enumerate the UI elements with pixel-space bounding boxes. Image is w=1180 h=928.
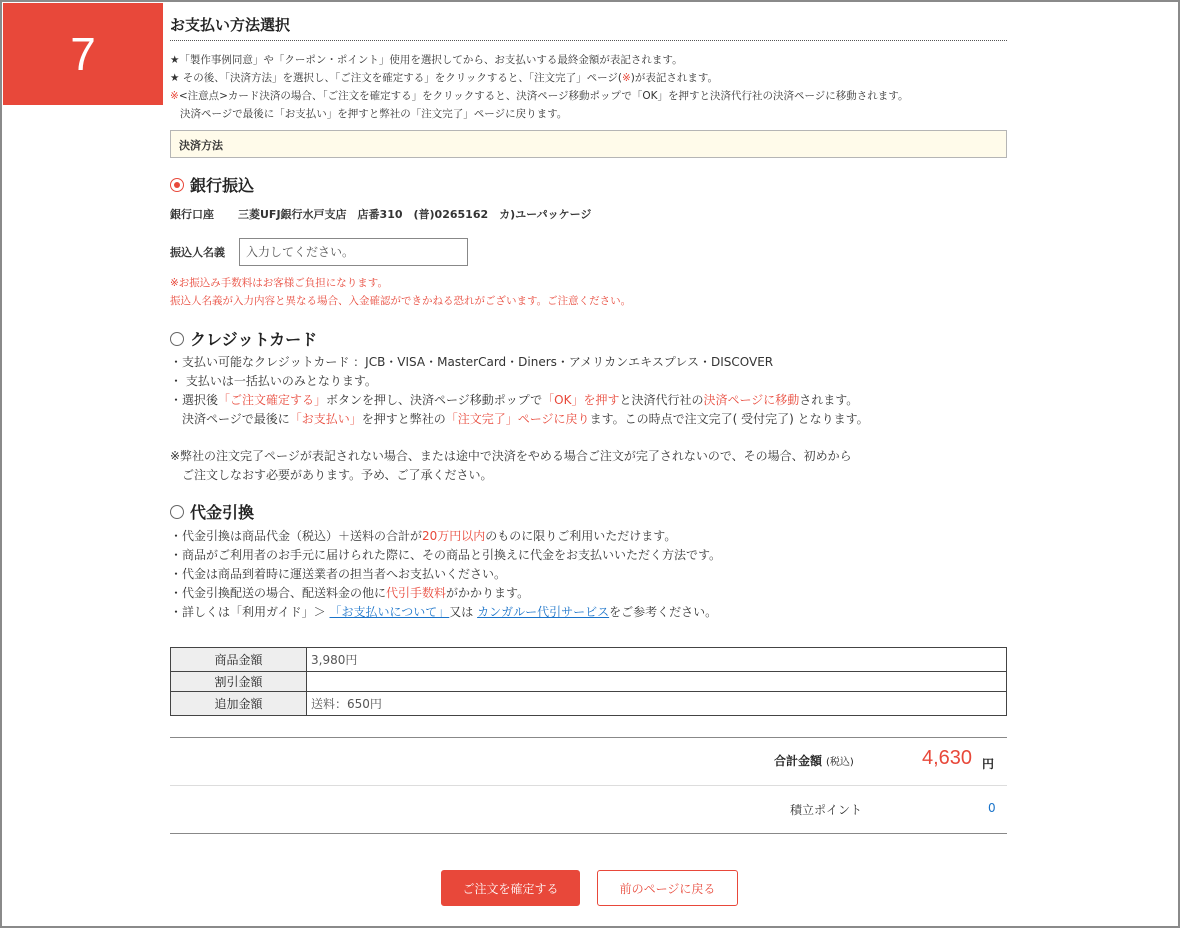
additional-value: 送料：650円 <box>307 692 1007 716</box>
bank-account-label: 銀行口座 <box>170 208 214 221</box>
total-label: 合計金額 (税込) <box>774 754 854 768</box>
bank-notes <box>170 274 631 310</box>
bank-transfer-option[interactable] <box>170 173 254 196</box>
note-line-4: 決済ページで最後に「お支払い」を押すと弊社の「注文完了」ページに戻ります。 <box>180 108 568 120</box>
confirm-order-button[interactable]: ご注文を確定する <box>441 870 580 906</box>
credit-card-details: ・支払い可能なクレジットカード ：JCB・VISA・MasterCard・Diners・アメリカンエキスプレス・DISCOVER ・ 支払いは一括払いのみとなります。 ・選択後「ご注文確定する」ボタンを押し、決済ページ移動ポップで「OK」を押すと決済代行社の決済ページに移動されます。 決済ページで最後に「お支払い」を押すと弊社の「注文完了」ページに戻ります。この時点で注文完了( 受付完了) となります。 <box>170 355 869 426</box>
cod-radio[interactable] <box>170 505 184 519</box>
payment-method-header: 決済方法 <box>170 130 1007 158</box>
bank-note-fee: ※お振込み手数料はお客様ご負担になります。 <box>170 277 388 289</box>
credit-card-radio[interactable] <box>170 332 184 346</box>
payer-name-input[interactable] <box>239 238 468 266</box>
note-line-2: ★ その後、「決済方法」を選択し、「ご注文を確定する」をクリックすると、「注文完了」ページ(※)が表記されます。 <box>170 72 719 84</box>
page-title: お支払い方法選択 <box>170 16 291 34</box>
cod-details: ・代金引換は商品代金（税込）＋送料の合計が20万円以内のものに限りご利用いただけます。 ・商品がご利用者のお手元に届けられた際に、その商品と引換えに代金をお支払いいただく方法です。 ・代金は商品到着時に運送業者の担当者へお支払いください。 ・代金引換配送の場合、配送料金の他に代引手数料がかかります。 ・詳しくは「利用ガイド」＞ 「お支払いについて」又は カンガルー代引サービスをご参考ください。 <box>170 529 722 619</box>
bank-transfer-radio[interactable] <box>170 178 184 192</box>
table-row <box>171 648 1007 672</box>
bank-note-name: 振込人名義が入力内容と異なる場合、入金確認ができかねる恐れがございます。ご注意ください。 <box>170 295 632 307</box>
credit-card-label: クレジットカード <box>190 330 318 349</box>
kangaroo-cod-link[interactable]: カンガルー代引サービス <box>477 605 610 619</box>
cod-label: 代金引換 <box>190 503 255 522</box>
step-badge: 7 <box>3 3 163 105</box>
table-row <box>171 672 1007 692</box>
summary-divider-bottom <box>170 833 1007 834</box>
back-button[interactable]: 前のページに戻る <box>597 870 738 906</box>
amount-table <box>170 647 1007 716</box>
note-line-3: ※<注意点>カード決済の場合、「ご注文を確定する」をクリックすると、決済ページ移動ポップで「OK」を押すと決済代行社の決済ページに移動されます。 <box>170 90 909 102</box>
discount-label: 割引金額 <box>171 672 307 692</box>
subtotal-label: 商品金額 <box>171 648 307 672</box>
table-row <box>171 692 1007 716</box>
bank-transfer-label: 銀行振込 <box>190 176 255 195</box>
subtotal-value: 3,980円 <box>307 648 1007 672</box>
cod-option[interactable] <box>170 500 254 523</box>
total-value: 4,630 <box>922 747 973 769</box>
title-divider <box>170 40 1007 41</box>
summary-divider-top <box>170 737 1007 738</box>
payment-guide-link[interactable]: 「お支払いについて」 <box>329 605 450 619</box>
note-line-1: ★「製作事例同意」や「クーポン・ポイント」使用を選択してから、お支払いする最終金額が表記されます。 <box>170 54 683 66</box>
additional-label: 追加金額 <box>171 692 307 716</box>
discount-value <box>307 672 1007 692</box>
bank-account-value: 三菱UFJ銀行水戸支店 店番310 (普)0265162 カ)ユーパッケージ <box>238 208 592 221</box>
credit-card-note: ※弊社の注文完了ページが表記されない場合、または途中で決済をやめる場合ご注文が完了されないので、その場合、初めから ご注文しなおす必要があります。予め、ご了承ください。 <box>170 449 852 482</box>
bank-account-row <box>170 206 591 222</box>
credit-card-option[interactable] <box>170 327 317 350</box>
points-value: 0 <box>988 801 996 815</box>
total-unit: 円 <box>982 757 995 771</box>
summary-divider-mid <box>170 785 1007 786</box>
points-label: 積立ポイント <box>790 803 863 817</box>
instruction-notes <box>170 51 908 123</box>
payer-name-label: 振込人名義 <box>170 246 225 259</box>
